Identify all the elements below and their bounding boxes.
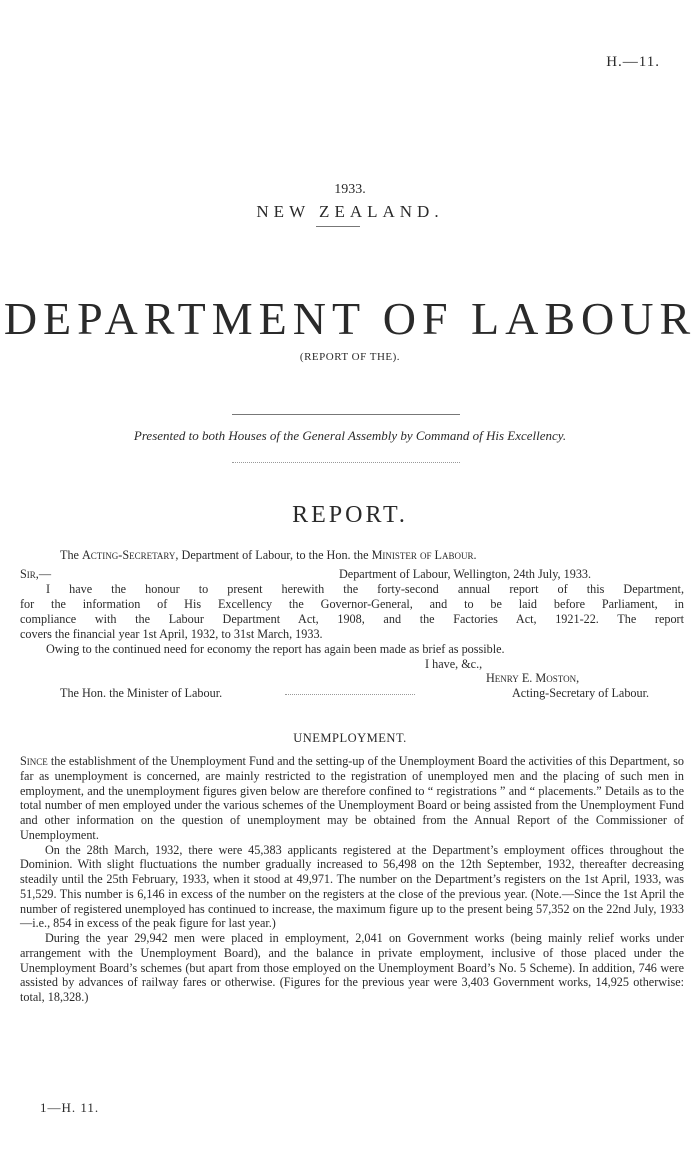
report-heading: REPORT. bbox=[292, 502, 408, 528]
address-date: Department of Labour, Wellington, 24th July, 1933. bbox=[339, 567, 592, 581]
page-footer-ref: 1—H. 11. bbox=[40, 1100, 100, 1115]
text-line: I have the honour to present herewith the forty-second annual report of this Department, bbox=[46, 582, 684, 596]
addressee: The Hon. the Minister of Labour. bbox=[60, 686, 223, 700]
dotted-divider bbox=[285, 694, 415, 695]
letter-intro: The Acting-Secretary, Department of Labour, to the Hon. the Minister of Labour. bbox=[60, 548, 477, 562]
report-year: 1933. bbox=[334, 182, 366, 197]
divider-rule bbox=[232, 414, 460, 415]
paragraph: Since the establishment of the Unemployment Fund and the setting-up of the Unemployment Board the activities of this Department, so far as unemployment is concerned, are mainly restricted to the registration of unemployed men and the placing of such men in employment, and the unemployment figures given below are therefore confined to “ registrations ” and “ placements.” Details as to the total number of men employed under the various schemes of the Unemployment Board or being assisted from the Unemployment Fund and other information on the question of unemployment may be obtained from the Annual Report of the Commissioner of Unemployment. bbox=[20, 754, 684, 842]
text-line: compliance with the Labour Department Act, 1908, and the Factories Act, 1921-22. The report bbox=[20, 612, 684, 626]
unemployment-section bbox=[20, 754, 684, 1005]
report-subtitle: (REPORT OF THE). bbox=[299, 351, 401, 363]
text-line: covers the financial year 1st April, 1932, to 31st March, 1933. bbox=[20, 627, 323, 641]
country-title: NEW ZEALAND. bbox=[256, 202, 444, 221]
presentation-note: Presented to both Houses of the General Assembly by Command of His Excellency. bbox=[133, 428, 567, 443]
section-heading: UNEMPLOYMENT. bbox=[293, 731, 407, 745]
dotted-divider bbox=[232, 462, 460, 463]
divider-rule bbox=[316, 226, 360, 227]
letter-closing: I have, &c., bbox=[425, 657, 483, 671]
department-title: DEPARTMENT OF LABOUR bbox=[3, 293, 697, 344]
text-line: Owing to the continued need for economy the report has again been made as brief as possible. bbox=[46, 642, 505, 656]
letter-paragraph bbox=[20, 582, 684, 657]
signatory-name: Henry E. Moston, bbox=[486, 671, 580, 685]
paragraph: On the 28th March, 1932, there were 45,383 applicants registered at the Department’s employment offices throughout the Dominion. With slight fluctuations the number gradually increased to 56,498 on the 12th September, 1932, thereafter decreasing steadily until the 25th February, 1933, when it stood at 49,971. The number on the Department’s registers on the 1st April, 1933, was 51,529. This number is 6,146 in excess of the number on the registers at the close of the previous year. (Note.—Since the 1st April the number of registered unemployed has continued to increase, the maximum figure up to the present being 57,352 on the 22nd July, 1933—i.e., 854 in excess of the peak figure for last year.) bbox=[20, 842, 684, 931]
signatory-title: Acting-Secretary of Labour. bbox=[512, 686, 650, 700]
page-reference: H.—11. bbox=[606, 54, 660, 70]
salutation: Sir,— bbox=[20, 567, 52, 581]
text-line: for the information of His Excellency the Governor-General, and to be laid before Parliament, in bbox=[20, 597, 684, 611]
paragraph: During the year 29,942 men were placed in employment, 2,041 on Government works (being mainly relief works under arrangement with the Unemployment Board), and the balance in private employment, inclusive of those placed under the Unemployment Board’s schemes (but apart from those employed on the Unemployment Board’s No. 5 Scheme). In addition, 746 were assisted by advances of railway fares or otherwise. (Figures for the previous year were 3,403 Government works, 14,925 otherwise: total, 18,328.) bbox=[20, 931, 684, 1004]
